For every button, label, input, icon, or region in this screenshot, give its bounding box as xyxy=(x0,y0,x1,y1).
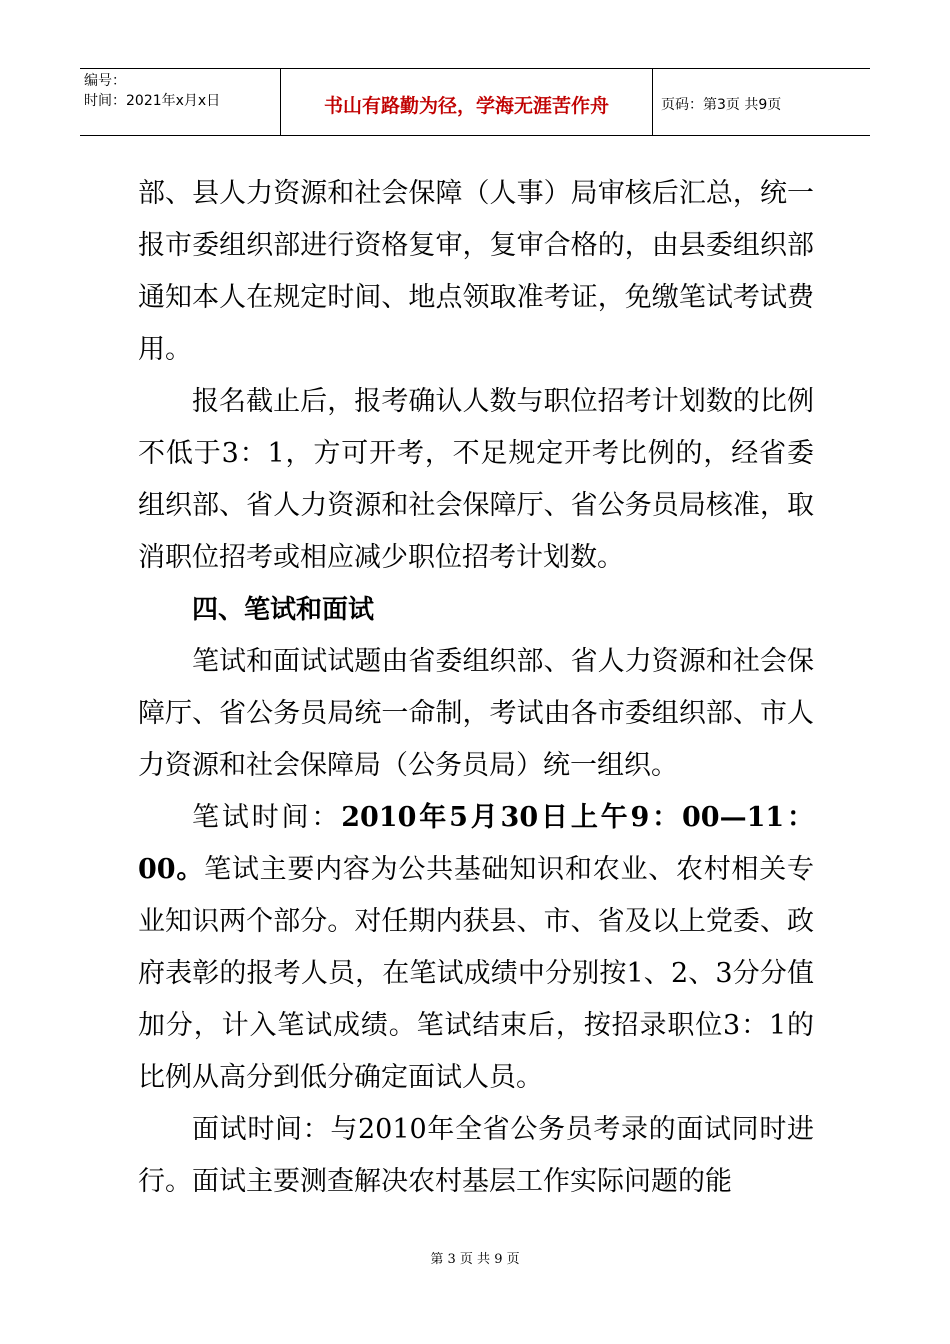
paragraph: 面试时间：与2010年全省公务员考录的面试同时进行。面试主要测查解决农村基层工作实际问题的能 xyxy=(138,1114,814,1197)
document-body xyxy=(138,168,814,1208)
paragraph: 报名截止后，报考确认人数与职位招考计划数的比例不低于3：1，方可开考，不足规定开考比例的，经省委组织部、省人力资源和社会保障厅、省公务员局核准，取消职位招考或相应减少职位招考计划数。 xyxy=(138,386,814,573)
exam-details: 笔试主要内容为公共基础知识和农业、农村相关专业知识两个部分。对任期内获县、市、省及以上党委、政府表彰的报考人员，在笔试成绩中分别按1、2、3分分值加分，计入笔试成绩。笔试结束后，按招录职位3：1的比例从高分到低分确定面试人员。 xyxy=(138,854,814,1093)
paragraph: 笔试和面试试题由省委组织部、省人力资源和社会保障厅、省公务员局统一命制，考试由各市委组织部、市人力资源和社会保障局（公务员局）统一组织。 xyxy=(138,646,814,781)
header-page-number: 页码：第3页 共9页 xyxy=(661,97,782,113)
exam-time-label: 笔试时间： xyxy=(192,802,342,833)
header-motto: 书山有路勤为径，学海无涯苦作舟 xyxy=(281,69,653,135)
paragraph-written-exam xyxy=(138,792,814,1104)
document-number-label: 编号： xyxy=(84,73,126,89)
paragraph: 部、县人力资源和社会保障（人事）局审核后汇总，统一报市委组织部进行资格复审，复审合格的，由县委组织部通知本人在规定时间、地点领取准考证，免缴笔试考试费用。 xyxy=(138,178,814,365)
header-meta xyxy=(80,69,281,135)
exam-time-value: 2010年5月30日上午9：00—11：00。 xyxy=(138,802,814,885)
page-header xyxy=(80,68,870,136)
document-time-label: 时间：2021年x月x日 xyxy=(84,93,221,109)
page-footer: 第 3 页 共 9 页 xyxy=(430,1252,520,1267)
section-heading: 四、笔试和面试 xyxy=(192,595,375,625)
